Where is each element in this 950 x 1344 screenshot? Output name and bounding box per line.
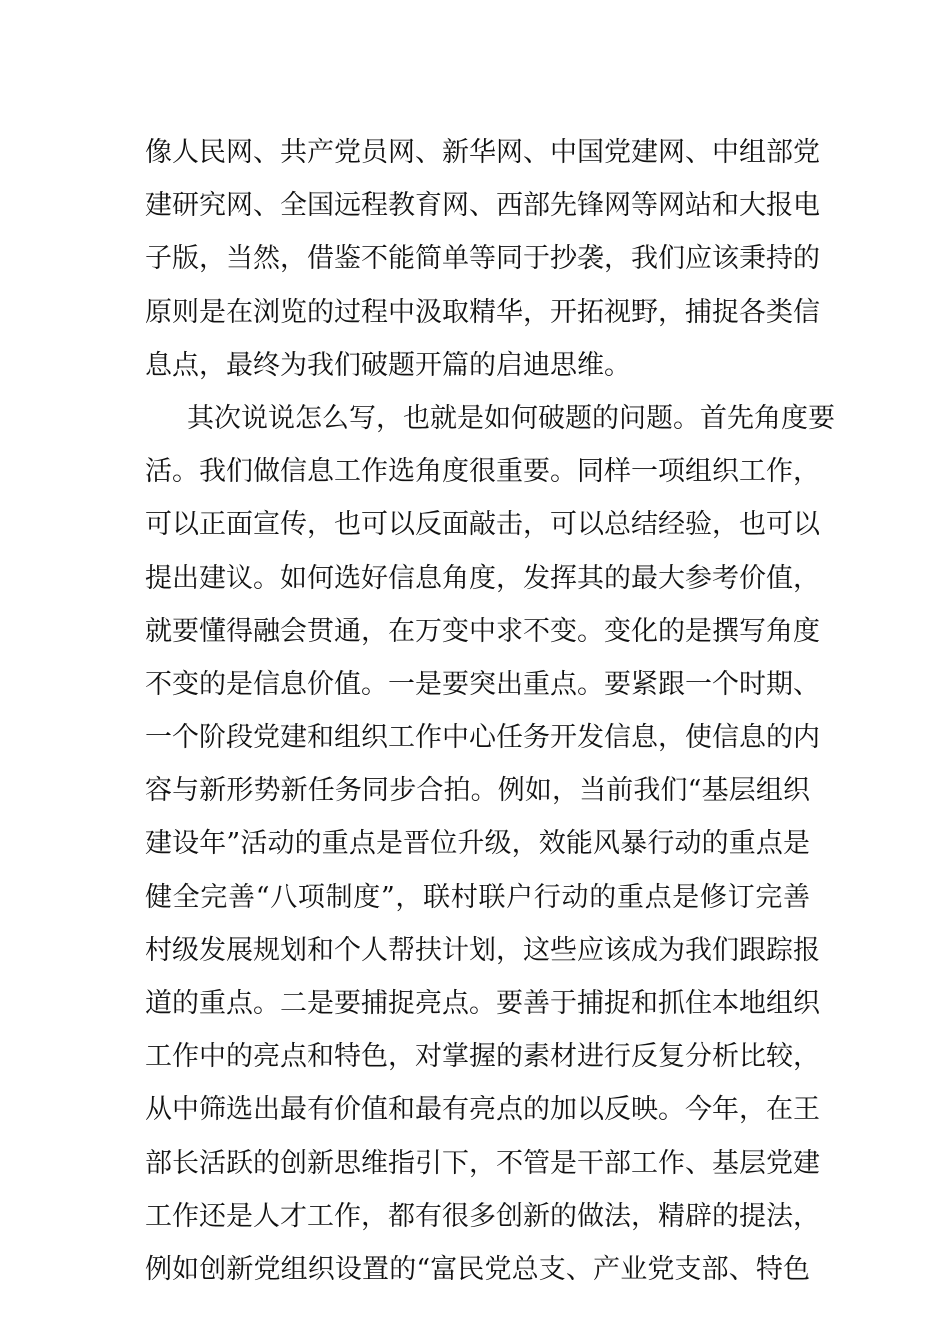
text-line: 就要懂得融会贯通，在万变中求不变。变化的是撰写角度 [145,615,820,647]
text-line: 部长活跃的创新思维指引下，不管是干部工作、基层党建 [145,1147,820,1179]
text-line: 容与新形势新任务同步合拍。例如，当前我们“基层组织 [145,775,810,807]
text-line: 子版，当然，借鉴不能简单等同于抄袭，我们应该秉持的 [145,243,820,275]
text-line: 村级发展规划和个人帮扶计划，这些应该成为我们跟踪报 [145,934,820,966]
text-line: 提出建议。如何选好信息角度，发挥其的最大参考价值， [145,562,820,594]
text-line: 建研究网、全国远程教育网、西部先锋网等网站和大报电 [145,190,820,222]
text-line: 工作还是人才工作，都有很多创新的做法，精辟的提法， [145,1200,820,1232]
text-line: 可以正面宣传，也可以反面敲击，可以总结经验，也可以 [145,509,820,541]
text-line: 一个阶段党建和组织工作中心任务开发信息，使信息的内 [145,722,820,754]
text-line: 像人民网、共产党员网、新华网、中国党建网、中组部党 [145,137,820,168]
paragraph-2 [145,392,835,1296]
text-line: 例如创新党组织设置的“富民党总支、产业党支部、特色 [145,1253,810,1285]
text-line: 道的重点。二是要捕捉亮点。要善于捕捉和抓住本地组织 [145,988,820,1019]
text-line: 原则是在浏览的过程中汲取精华，开拓视野，捕捉各类信 [145,296,820,328]
text-line: 不变的是信息价值。一是要突出重点。要紧跟一个时期、 [145,668,820,700]
text-line: 息点，最终为我们破题开篇的启迪思维。 [145,349,631,381]
text-line: 建设年”活动的重点是晋位升级，效能风暴行动的重点是 [145,828,810,860]
text-line: 活。我们做信息工作选角度很重要。同样一项组织工作， [145,456,820,488]
paragraph-1 [145,126,820,392]
text-line: 其次说说怎么写，也就是如何破题的问题。首先角度要 [187,402,835,434]
text-line: 从中筛选出最有价值和最有亮点的加以反映。今年，在王 [145,1094,820,1126]
document-body [145,126,835,1296]
text-line: 健全完善“八项制度”，联村联户行动的重点是修订完善 [145,881,810,913]
text-line: 工作中的亮点和特色，对掌握的素材进行反复分析比较， [145,1041,820,1073]
